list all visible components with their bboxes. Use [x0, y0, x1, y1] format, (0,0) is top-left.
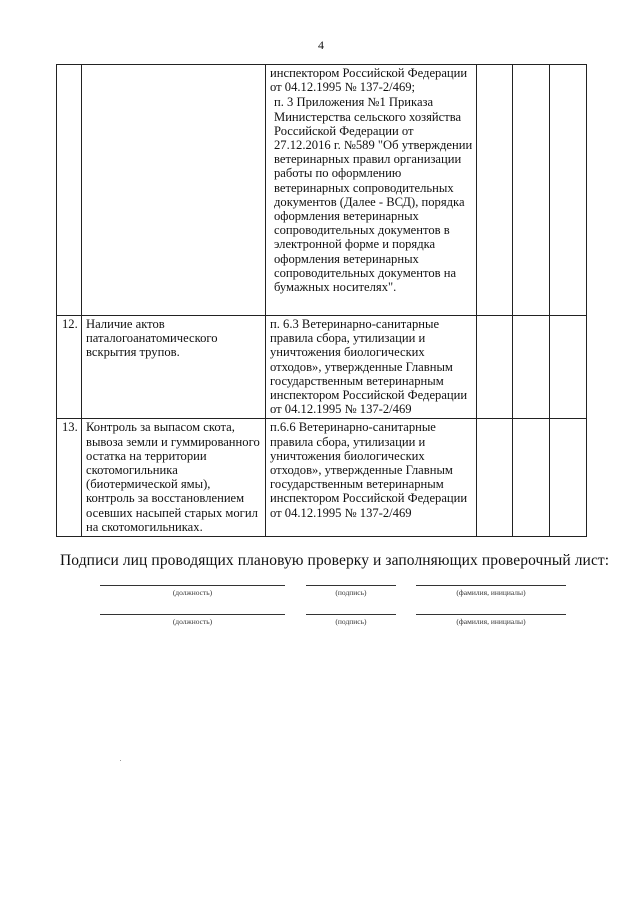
signature-underline — [306, 614, 396, 615]
answer-cell-na — [550, 65, 587, 316]
reference-text: инспектором Российской Федерации от 04.12.1995 № 137-2/469; — [270, 66, 468, 95]
checklist-table — [56, 64, 587, 537]
signature-underline — [306, 585, 396, 586]
answer-cell-no — [513, 65, 550, 316]
name-underline — [416, 614, 566, 615]
row-number-cell: 13. — [57, 419, 82, 537]
table-row — [57, 65, 587, 316]
row-number-cell: 12. — [57, 316, 82, 419]
position-caption: (должность) — [172, 617, 213, 626]
scan-speck — [120, 760, 121, 761]
reference-text: п.6.6 Ветеринарно-санитарные правила сбора, утилизации и уничтожения биологических отходов», утвержденные Главным государственным ветеринарным инспектором Российской Федерации от 04.12.1995 № 137-2/469 — [270, 420, 468, 520]
reference-cell — [266, 65, 477, 316]
row-number-cell — [57, 65, 82, 316]
reference-text: п. 3 Приложения №1 Приказа Министерства сельского хозяйства Российской Федерации от 27.12.2016 г. №589 "Об утверждении ветеринарных правил организации работы по оформлению ветеринарных сопроводительных документов (Далее - ВСД), порядка оформления ветеринарных сопроводительных документов в электронной форме и порядка оформления ветеринарных сопроводительных документов на бумажных носителях". — [274, 95, 473, 295]
signature-caption: (подпись) — [335, 617, 367, 626]
requirement-cell: Контроль за выпасом скота, вывоза земли и гуммированного остатка на территории скотомогильника (биотермической ямы), контроль за восстановлением осевших насыпей старых могил на скотомогильниках. — [82, 419, 266, 537]
answer-cell-yes — [477, 65, 513, 316]
signatures-heading: Подписи лиц проводящих плановую проверку и заполняющих проверочный лист: — [60, 552, 610, 569]
answer-cell-yes — [477, 419, 513, 537]
requirement-cell — [82, 65, 266, 316]
name-caption: (фамилия, инициалы) — [456, 588, 526, 597]
position-underline — [100, 614, 285, 615]
table-row — [57, 316, 587, 419]
answer-cell-yes — [477, 316, 513, 419]
position-caption: (должность) — [172, 588, 213, 597]
answer-cell-no — [513, 419, 550, 537]
answer-cell-no — [513, 316, 550, 419]
name-caption: (фамилия, инициалы) — [456, 617, 526, 626]
position-underline — [100, 585, 285, 586]
reference-cell — [266, 316, 477, 419]
name-underline — [416, 585, 566, 586]
answer-cell-na — [550, 316, 587, 419]
reference-cell — [266, 419, 477, 537]
signature-caption: (подпись) — [335, 588, 367, 597]
answer-cell-na — [550, 419, 587, 537]
table-row — [57, 419, 587, 537]
requirement-cell: Наличие актов паталогоанатомического вскрытия трупов. — [82, 316, 266, 419]
page-number: 4 — [318, 38, 324, 52]
reference-text: п. 6.3 Ветеринарно-санитарные правила сбора, утилизации и уничтожения биологических отходов», утвержденные Главным государственным ветеринарным инспектором Российской Федерации от 04.12.1995 № 137-2/469 — [270, 317, 468, 417]
